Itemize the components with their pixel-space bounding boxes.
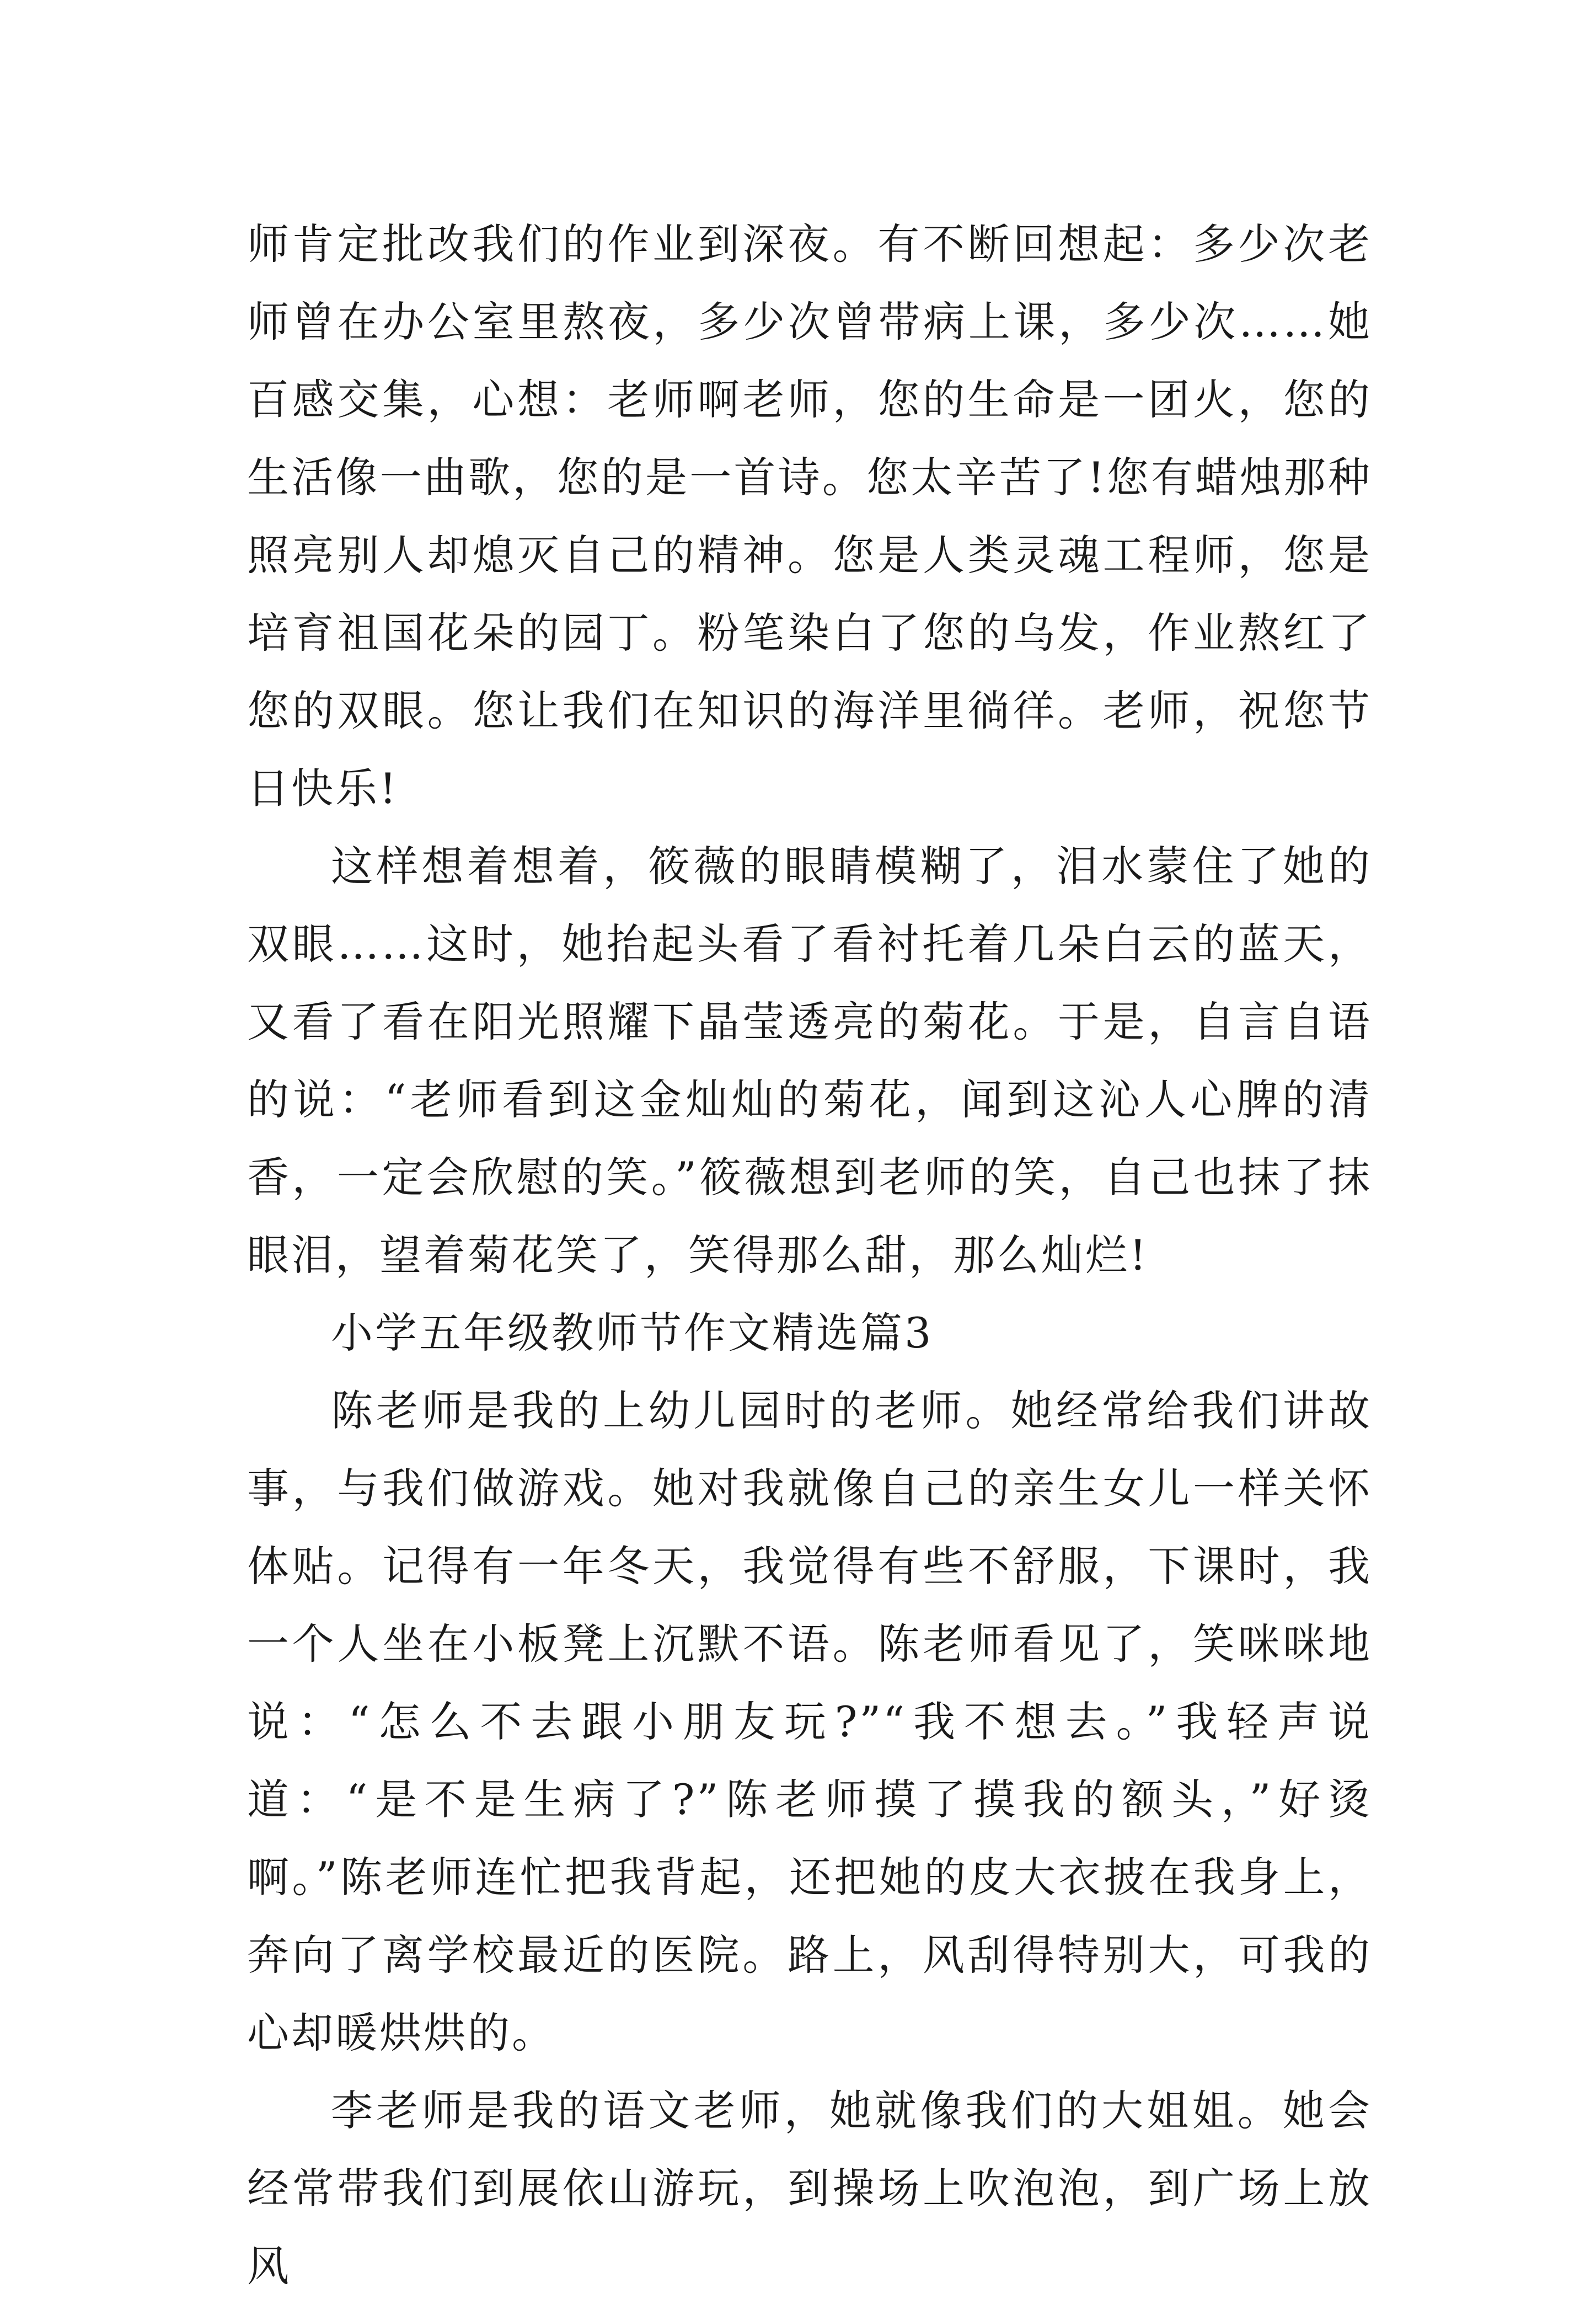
paragraph-body: 这样想着想着，筱薇的眼睛模糊了，泪水蒙住了她的双眼……这时，她抬起头看了看衬托着几朵白云的蓝天，又看了看在阳光照耀下晶莹透亮的菊花。于是，自言自语的说：“老师看到这金灿灿的菊花，闻到这沁人心脾的清香，一定会欣慰的笑。”筱薇想到老师的笑，自己也抹了抹眼泪，望着菊花笑了，笑得那么甜，那么灿烂!	[247, 842, 1372, 1280]
paragraph-body: 陈老师是我的上幼儿园时的老师。她经常给我们讲故事，与我们做游戏。她对我就像自己的亲生女儿一样关怀体贴。记得有一年冬天，我觉得有些不舒服，下课时，我一个人坐在小板凳上沉默不语。陈老师看见了，笑咪咪地说：“怎么不去跟小朋友玩?”“我不想去。”我轻声说道：“是不是生病了?”陈老师摸了摸我的额头，”好烫啊。”陈老师连忙把我背起，还把她的皮大衣披在我身上，奔向了离学校最近的医院。路上，风刮得特别大，可我的心却暖烘烘的。	[247, 1386, 1372, 2057]
section-heading: 小学五年级教师节作文精选篇3	[331, 1308, 934, 1357]
paragraph-body: 李老师是我的语文老师，她就像我们的大姐姐。她会经常带我们到展依山游玩，到操场上吹泡泡，到广场上放风	[247, 2086, 1372, 2291]
paragraph-continuation: 师肯定批改我们的作业到深夜。有不断回想起：多少次老师曾在办公室里熬夜，多少次曾带病上课，多少次……她百感交集，心想：老师啊老师，您的生命是一团火，您的生活像一曲歌，您的是一首诗。您太辛苦了!您有蜡烛那种照亮别人却熄灭自己的精神。您是人类灵魂工程师，您是培育祖国花朵的园丁。粉笔染白了您的乌发，作业熬红了您的双眼。您让我们在知识的海洋里徜徉。老师，祝您节日快乐!	[247, 220, 1372, 813]
document-body	[247, 205, 1372, 2305]
